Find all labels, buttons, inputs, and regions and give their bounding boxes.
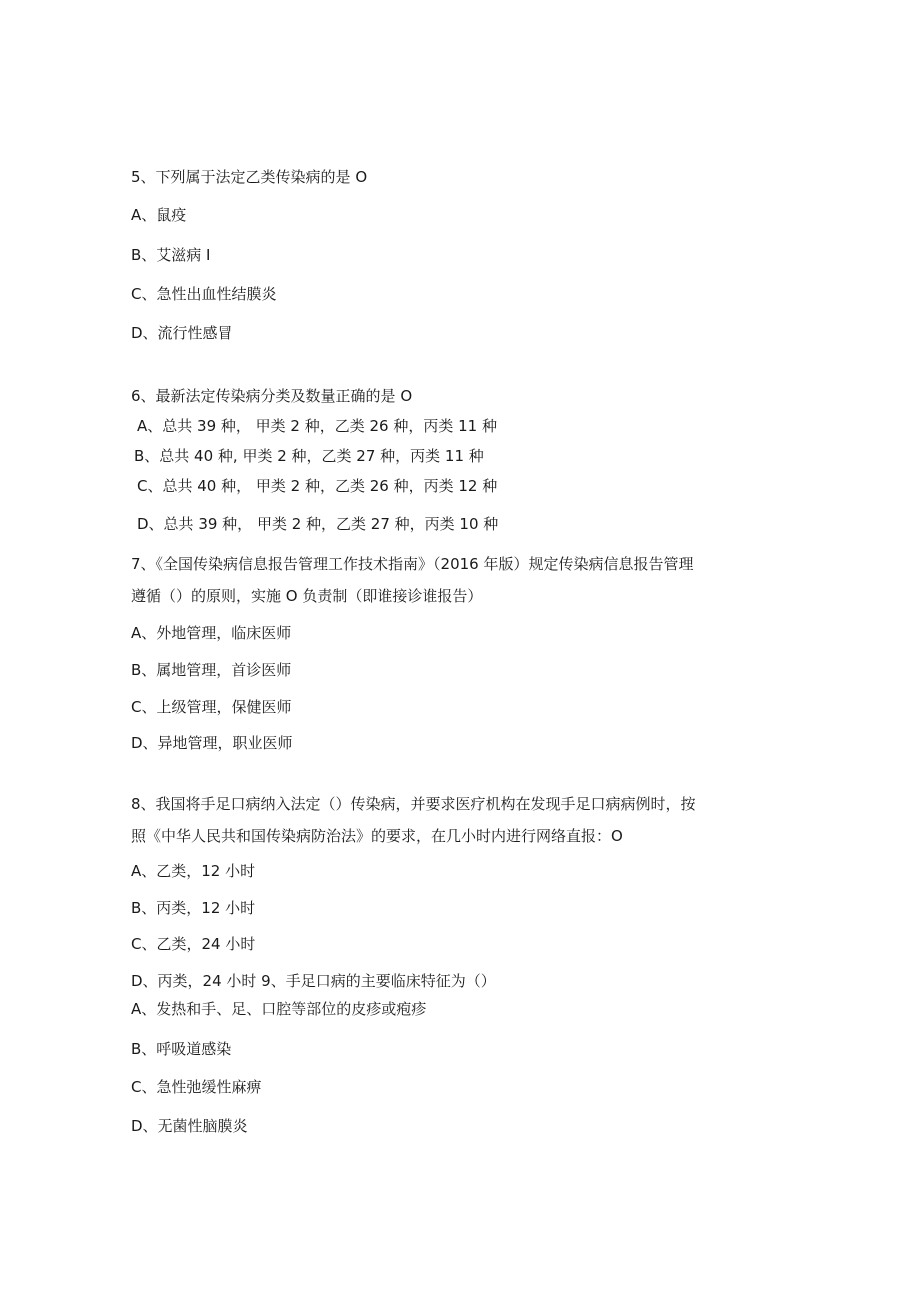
question-6-option-c: C、总共 40 种， 甲类 2 种，乙类 26 种，丙类 12 种 xyxy=(137,477,498,495)
question-8-option-d-and-question-9-stem: D、丙类，24 小时 9、手足口病的主要临床特征为（） xyxy=(131,972,496,990)
question-7-option-c: C、上级管理，保健医师 xyxy=(131,698,292,716)
question-5-option-a: A、鼠疫 xyxy=(131,206,187,224)
question-8-stem-line-2: 照《中华人民共和国传染病防治法》的要求，在几小时内进行网络直报：O xyxy=(131,827,623,845)
question-5-option-b: B、艾滋病 I xyxy=(131,246,211,264)
question-5-option-d: D、流行性感冒 xyxy=(131,324,233,342)
question-7-option-d: D、异地管理，职业医师 xyxy=(131,734,293,752)
question-9-option-c: C、急性弛缓性麻痹 xyxy=(131,1078,262,1096)
question-7-stem-line-1: 7、《全国传染病信息报告管理工作技术指南》（2016 年版）规定传染病信息报告管理 xyxy=(131,555,694,573)
question-9-option-b: B、呼吸道感染 xyxy=(131,1040,232,1058)
question-6-option-a: A、总共 39 种， 甲类 2 种，乙类 26 种，丙类 11 种 xyxy=(137,417,497,435)
question-8-option-b: B、丙类，12 小时 xyxy=(131,899,256,917)
question-8-stem-line-1: 8、我国将手足口病纳入法定（）传染病，并要求医疗机构在发现手足口病病例时，按 xyxy=(131,795,696,813)
question-8-option-c: C、乙类，24 小时 xyxy=(131,935,256,953)
question-9-option-d: D、无菌性脑膜炎 xyxy=(131,1117,248,1135)
question-9-option-a: A、发热和手、足、口腔等部位的皮疹或疱疹 xyxy=(131,1000,427,1018)
question-7-stem-line-2: 遵循（）的原则，实施 O 负责制（即谁接诊谁报告） xyxy=(131,587,483,605)
question-8-option-a: A、乙类，12 小时 xyxy=(131,862,256,880)
question-7-option-b: B、属地管理，首诊医师 xyxy=(131,661,292,679)
question-5-stem: 5、下列属于法定乙类传染病的是 O xyxy=(131,168,368,186)
question-7-option-a: A、外地管理，临床医师 xyxy=(131,624,292,642)
question-6-option-b: B、总共 40 种, 甲类 2 种，乙类 27 种，丙类 11 种 xyxy=(134,447,484,465)
question-6-option-d: D、总共 39 种， 甲类 2 种，乙类 27 种，丙类 10 种 xyxy=(137,515,499,533)
question-5-option-c: C、急性出血性结膜炎 xyxy=(131,285,277,303)
question-6-stem: 6、最新法定传染病分类及数量正确的是 O xyxy=(131,387,413,405)
